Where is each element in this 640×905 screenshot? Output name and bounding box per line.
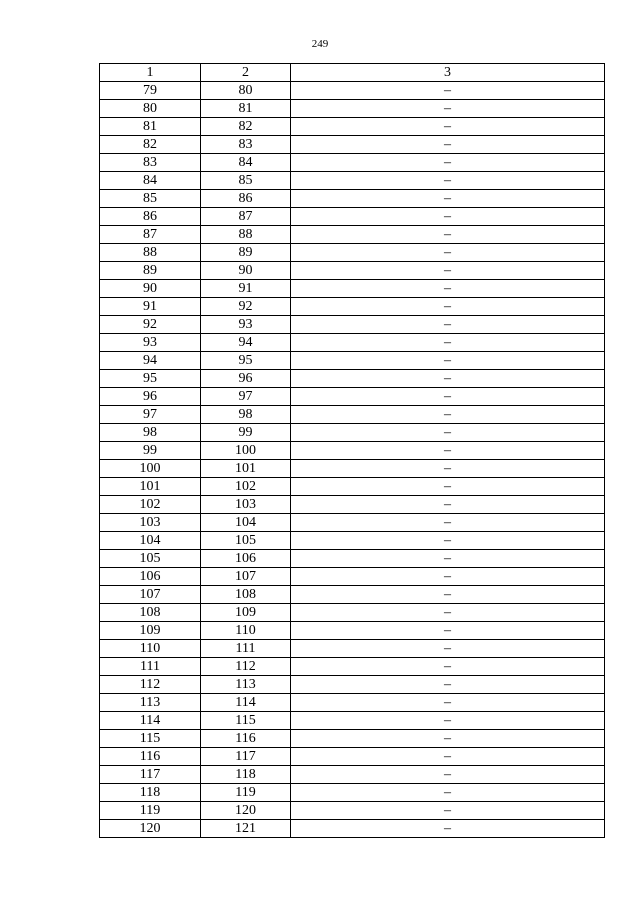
table-row [100, 190, 605, 208]
table-row [100, 640, 605, 658]
table-row [100, 730, 605, 748]
table-cell: 107 [100, 586, 201, 604]
table-cell: 98 [201, 406, 291, 424]
table-cell: – [291, 208, 605, 226]
table-cell: 85 [100, 190, 201, 208]
table-cell: – [291, 334, 605, 352]
table-cell: – [291, 604, 605, 622]
table-cell: 83 [201, 136, 291, 154]
table-cell: – [291, 766, 605, 784]
table-cell: 118 [201, 766, 291, 784]
table-cell: 81 [100, 118, 201, 136]
table-cell: 82 [201, 118, 291, 136]
table-row [100, 514, 605, 532]
table-cell: – [291, 172, 605, 190]
table-cell: 84 [201, 154, 291, 172]
table-cell: 100 [201, 442, 291, 460]
table-row [100, 586, 605, 604]
table-cell: – [291, 514, 605, 532]
table-cell: 113 [100, 694, 201, 712]
table-cell: – [291, 586, 605, 604]
table-cell: 108 [201, 586, 291, 604]
table-cell: 88 [201, 226, 291, 244]
table-body [100, 82, 605, 838]
table-cell: 100 [100, 460, 201, 478]
table-cell: 87 [201, 208, 291, 226]
table-header-row [100, 64, 605, 82]
table-row [100, 622, 605, 640]
table-cell: – [291, 676, 605, 694]
table-row [100, 478, 605, 496]
table-row [100, 604, 605, 622]
table-row [100, 550, 605, 568]
table-cell: 84 [100, 172, 201, 190]
table-cell: 91 [100, 298, 201, 316]
table-cell: 94 [201, 334, 291, 352]
table-cell: – [291, 730, 605, 748]
table-row [100, 442, 605, 460]
table-cell: – [291, 370, 605, 388]
table-cell: 80 [100, 100, 201, 118]
table-cell: 97 [100, 406, 201, 424]
table-row [100, 802, 605, 820]
table-cell: 106 [100, 568, 201, 586]
table-row [100, 784, 605, 802]
table-cell: 95 [100, 370, 201, 388]
table-row [100, 118, 605, 136]
table-cell: – [291, 748, 605, 766]
table-row [100, 406, 605, 424]
table-cell: 90 [100, 280, 201, 298]
table-cell: – [291, 244, 605, 262]
table-cell: – [291, 784, 605, 802]
table-cell: – [291, 640, 605, 658]
table-row [100, 262, 605, 280]
table-cell: – [291, 802, 605, 820]
table-cell: 87 [100, 226, 201, 244]
table-cell: 109 [100, 622, 201, 640]
table-cell: 116 [201, 730, 291, 748]
table-cell: – [291, 406, 605, 424]
table-cell: 113 [201, 676, 291, 694]
table-cell: 112 [100, 676, 201, 694]
table-cell: 107 [201, 568, 291, 586]
table-cell: – [291, 316, 605, 334]
table-row [100, 658, 605, 676]
table-cell: 114 [201, 694, 291, 712]
table-cell: 102 [100, 496, 201, 514]
table-cell: 98 [100, 424, 201, 442]
table-row [100, 766, 605, 784]
table-row [100, 532, 605, 550]
table-cell: 96 [100, 388, 201, 406]
table-cell: 99 [100, 442, 201, 460]
table-cell: 92 [100, 316, 201, 334]
data-table [99, 63, 605, 838]
page-number: 249 [311, 38, 329, 50]
table-cell: 105 [201, 532, 291, 550]
table-cell: 101 [100, 478, 201, 496]
table-cell: 103 [100, 514, 201, 532]
table-cell: 86 [100, 208, 201, 226]
table-cell: 86 [201, 190, 291, 208]
table-cell: 115 [100, 730, 201, 748]
table-row [100, 388, 605, 406]
table-cell: 114 [100, 712, 201, 730]
table-cell: 112 [201, 658, 291, 676]
table-cell: – [291, 712, 605, 730]
table-cell: 109 [201, 604, 291, 622]
table-cell: – [291, 100, 605, 118]
table-cell: 99 [201, 424, 291, 442]
table-cell: 110 [201, 622, 291, 640]
table-row [100, 460, 605, 478]
table-row [100, 496, 605, 514]
table-cell: 79 [100, 82, 201, 100]
column-header: 3 [291, 64, 605, 82]
table-cell: 81 [201, 100, 291, 118]
table-cell: 101 [201, 460, 291, 478]
table-row [100, 226, 605, 244]
table-cell: – [291, 298, 605, 316]
table-cell: 120 [100, 820, 201, 838]
table-cell: 116 [100, 748, 201, 766]
table-cell: 93 [100, 334, 201, 352]
table-row [100, 100, 605, 118]
table-row [100, 298, 605, 316]
table-cell: 90 [201, 262, 291, 280]
table-cell: – [291, 460, 605, 478]
table-row [100, 172, 605, 190]
table-cell: 110 [100, 640, 201, 658]
table-cell: 117 [201, 748, 291, 766]
table-cell: 118 [100, 784, 201, 802]
table-cell: 91 [201, 280, 291, 298]
table-cell: 108 [100, 604, 201, 622]
table-row [100, 820, 605, 838]
table-row [100, 316, 605, 334]
column-header: 2 [201, 64, 291, 82]
table-row [100, 280, 605, 298]
table-cell: – [291, 262, 605, 280]
table-cell: – [291, 352, 605, 370]
table-cell: – [291, 622, 605, 640]
table-row [100, 352, 605, 370]
table-cell: 104 [201, 514, 291, 532]
table-cell: 105 [100, 550, 201, 568]
table-cell: 83 [100, 154, 201, 172]
table-cell: 93 [201, 316, 291, 334]
table-row [100, 82, 605, 100]
table-row [100, 676, 605, 694]
table-row [100, 568, 605, 586]
table-cell: – [291, 658, 605, 676]
table-cell: 80 [201, 82, 291, 100]
table-row [100, 154, 605, 172]
table-cell: 94 [100, 352, 201, 370]
table-row [100, 208, 605, 226]
table-cell: – [291, 388, 605, 406]
table-cell: 92 [201, 298, 291, 316]
table-cell: 103 [201, 496, 291, 514]
table-row [100, 748, 605, 766]
table-row [100, 244, 605, 262]
table-cell: 111 [100, 658, 201, 676]
table-row [100, 370, 605, 388]
table-row [100, 694, 605, 712]
column-header: 1 [100, 64, 201, 82]
table-cell: – [291, 190, 605, 208]
table-cell: – [291, 424, 605, 442]
table-cell: – [291, 496, 605, 514]
table-cell: – [291, 694, 605, 712]
table-cell: 102 [201, 478, 291, 496]
table-cell: – [291, 568, 605, 586]
table-cell: 119 [201, 784, 291, 802]
table-cell: 106 [201, 550, 291, 568]
table-cell: – [291, 136, 605, 154]
table-cell: 82 [100, 136, 201, 154]
table-cell: 115 [201, 712, 291, 730]
table-cell: – [291, 442, 605, 460]
table-cell: 104 [100, 532, 201, 550]
table-row [100, 334, 605, 352]
table-row [100, 712, 605, 730]
table-cell: 119 [100, 802, 201, 820]
table-row [100, 136, 605, 154]
table-cell: – [291, 820, 605, 838]
table-cell: – [291, 82, 605, 100]
table-cell: 96 [201, 370, 291, 388]
table-cell: – [291, 478, 605, 496]
table-cell: – [291, 226, 605, 244]
table-cell: 111 [201, 640, 291, 658]
table-cell: 95 [201, 352, 291, 370]
table-cell: 117 [100, 766, 201, 784]
table-cell: – [291, 154, 605, 172]
table-cell: 97 [201, 388, 291, 406]
table-cell: 121 [201, 820, 291, 838]
table-cell: – [291, 118, 605, 136]
table-cell: – [291, 280, 605, 298]
table-cell: 88 [100, 244, 201, 262]
table-cell: 120 [201, 802, 291, 820]
table-cell: 85 [201, 172, 291, 190]
table-cell: – [291, 532, 605, 550]
table-cell: 89 [201, 244, 291, 262]
table-row [100, 424, 605, 442]
table-cell: 89 [100, 262, 201, 280]
table-cell: – [291, 550, 605, 568]
